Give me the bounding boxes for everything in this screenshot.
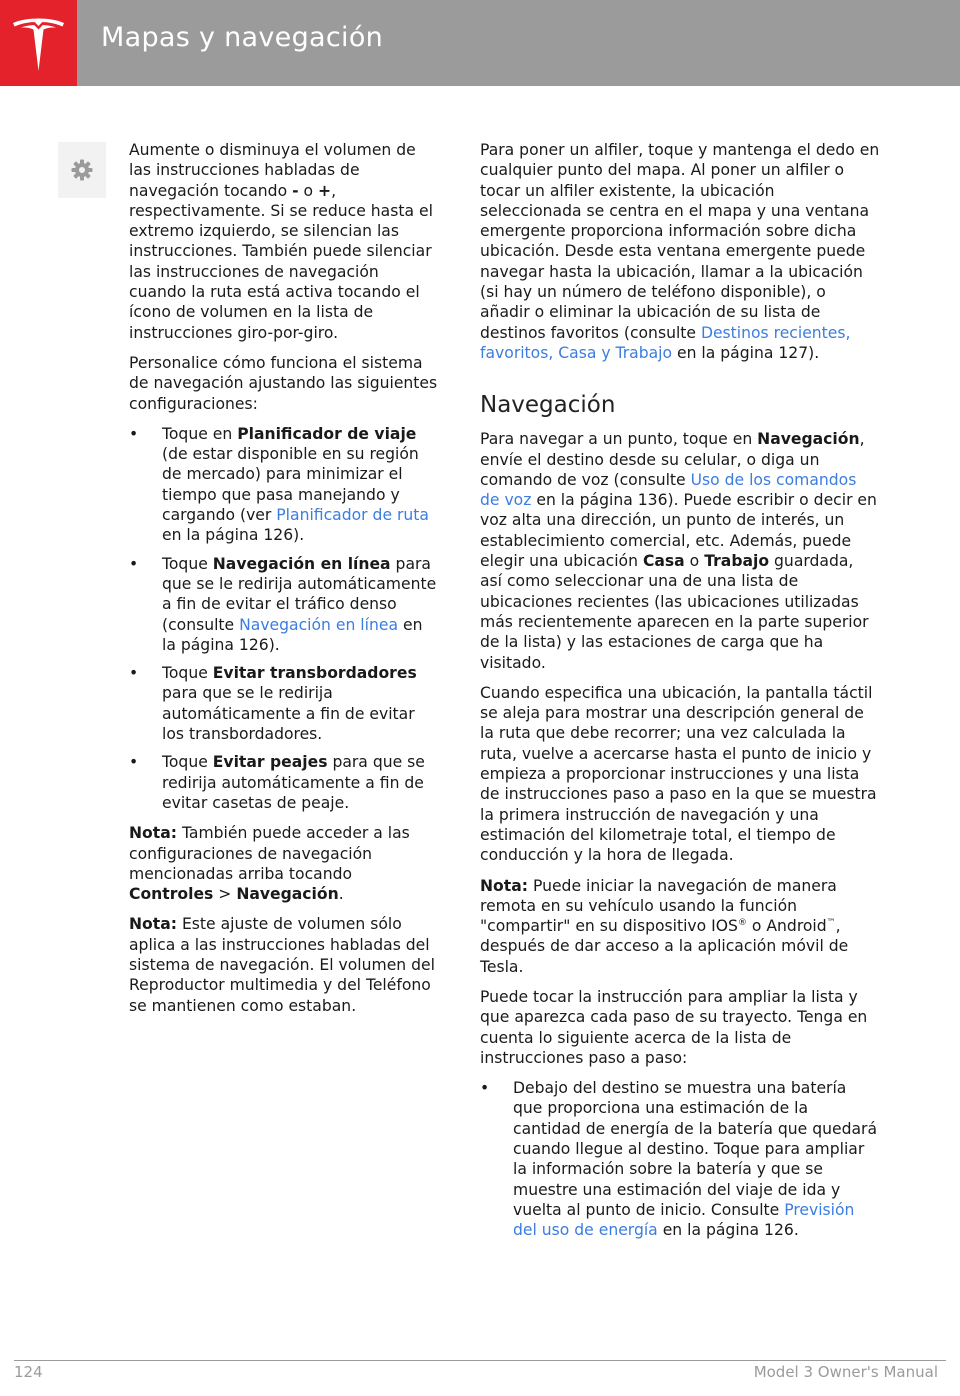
link-energy-prediction[interactable]: Previsión del uso de energía [513, 1200, 855, 1240]
list-item: • Debajo del destino se muestra una batería que proporciona una estimación de la cantidad de energía de la batería que quedará cuando llegue al destino. Toque para ampliar la información sobre la batería y que se muestre una estimación del viaje de ida y vuelta al punto de inicio. Consulte Previsión del uso de energía en la página 126. [480, 1079, 878, 1240]
pin-paragraph: Para poner un alfiler, toque y mantenga el dedo en cualquier punto del mapa. Al poner un alfiler o tocar un alfiler existente, la ubicación seleccionada se centra en el mapa y una ventana emergente proporciona información sobre dicha ubicación. Desde esta ventana emergente puede navegar hasta la ubicación, llamar a la ubicación (si hay un número de teléfono disponible), o añadir o eliminar la ubicación de su lista de destinos favoritos (consulte Destinos recientes, favoritos, Casa y Trabajo en la página 127). [480, 141, 880, 362]
link-recent-destinations[interactable]: Destinos recientes, favoritos, Casa y Trabajo [480, 323, 851, 362]
page-title: Mapas y navegación [101, 22, 384, 53]
list-item: • Toque en Planificador de viaje (de estar disponible en su región de mercado) para minimizar el tiempo que pasa manejando y cargando (ver Planificador de ruta en la página 126). [129, 424, 429, 545]
bullet: • [129, 424, 139, 443]
bullet: • [129, 554, 139, 573]
gear-icon [70, 158, 94, 182]
tesla-logo-icon [12, 14, 65, 72]
route-paragraph: Cuando especifica una ubicación, la pantalla táctil se aleja para mostrar una descripción general de la ruta que debe recorrer; una vez calculada la ruta, vuelve a acercarse hasta el punto de inicio y empieza a proporcionar instrucciones y una lista de instrucciones paso a paso en la que se muestra la primera instrucción de navegación y una estimación del kilometraje total, el tiempo de conducción y la hora de llegada. [480, 683, 877, 865]
note-paragraph: Nota: También puede acceder a las configuraciones de navegación mencionadas arriba tocando Controles > Navegación. [129, 824, 410, 904]
page-header [0, 0, 960, 86]
bullet: • [129, 753, 139, 772]
steps-list [480, 1078, 880, 1240]
steps-paragraph: Puede tocar la instrucción para ampliar la lista y que aparezca cada paso de su trayecto. Tenga en cuenta lo siguiente acerca de la lista de instrucciones paso a paso: [480, 987, 868, 1067]
right-column [480, 140, 880, 1251]
section-heading-navigation: Navegación [480, 392, 616, 419]
note-paragraph: Nota: Este ajuste de volumen sólo aplica a las instrucciones habladas del sistema de navegación. El volumen del Reproductor multimedia y del Teléfono se mantienen como estaban. [129, 915, 435, 1015]
page-number: 124 [14, 1363, 43, 1381]
footer-divider [14, 1360, 946, 1361]
link-route-planner[interactable]: Planificador de ruta [276, 506, 429, 525]
settings-intro: Personalice cómo funciona el sistema de navegación ajustando las siguientes configuraciones: [129, 353, 438, 413]
link-online-navigation[interactable]: Navegación en línea [239, 615, 399, 634]
volume-paragraph: Aumente o disminuya el volumen de las instrucciones habladas de navegación tocando - o +, respectivamente. Si se reduce hasta el extremo izquierdo, se silencian las instrucciones. También puede silenciar las instrucciones de navegación cuando la ruta está activa tocando el ícono de volumen en la lista de instrucciones giro-por-giro. [129, 141, 433, 342]
list-item: • Toque Evitar transbordadores para que se le redirija automáticamente a fin de evitar los transbordadores. [129, 664, 417, 744]
left-column [129, 140, 441, 1026]
navigate-paragraph: Para navegar a un punto, toque en Navegación, envíe el destino desde su celular, o diga un comando de voz (consulte Uso de los comandos de voz en la página 136). Puede escribir o decir en voz alta una dirección, un punto de interés, un establecimiento comercial, etc. Además, puede elegir una ubicación Casa o Trabajo guardada, así como seleccionar una de una lista de ubicaciones recientes (las ubicaciones utilizadas más recientemente aparecen en la parte superior de la lista) y las estaciones de carga que ha visitado. [480, 430, 877, 672]
logo-box [0, 0, 77, 86]
link-voice-commands[interactable]: Uso de los comandos de voz [480, 470, 857, 510]
note-paragraph: Nota: Puede iniciar la navegación de manera remota en su vehículo usando la función "compartir" en su dispositivo IOS® o Android™, después de dar acceso a la aplicación móvil de Tesla. [480, 876, 849, 976]
bullet: • [480, 1079, 490, 1098]
note-icon-box [58, 142, 106, 198]
list-item: • Toque Evitar peajes para que se redirija automáticamente a fin de evitar casetas de peaje. [129, 753, 425, 812]
settings-list [129, 424, 441, 813]
bullet: • [129, 664, 139, 683]
list-item: • Toque Navegación en línea para que se le redirija automáticamente a fin de evitar el tráfico denso (consulte Navegación en línea en la página 126). [129, 554, 437, 654]
manual-name: Model 3 Owner's Manual [753, 1363, 938, 1381]
